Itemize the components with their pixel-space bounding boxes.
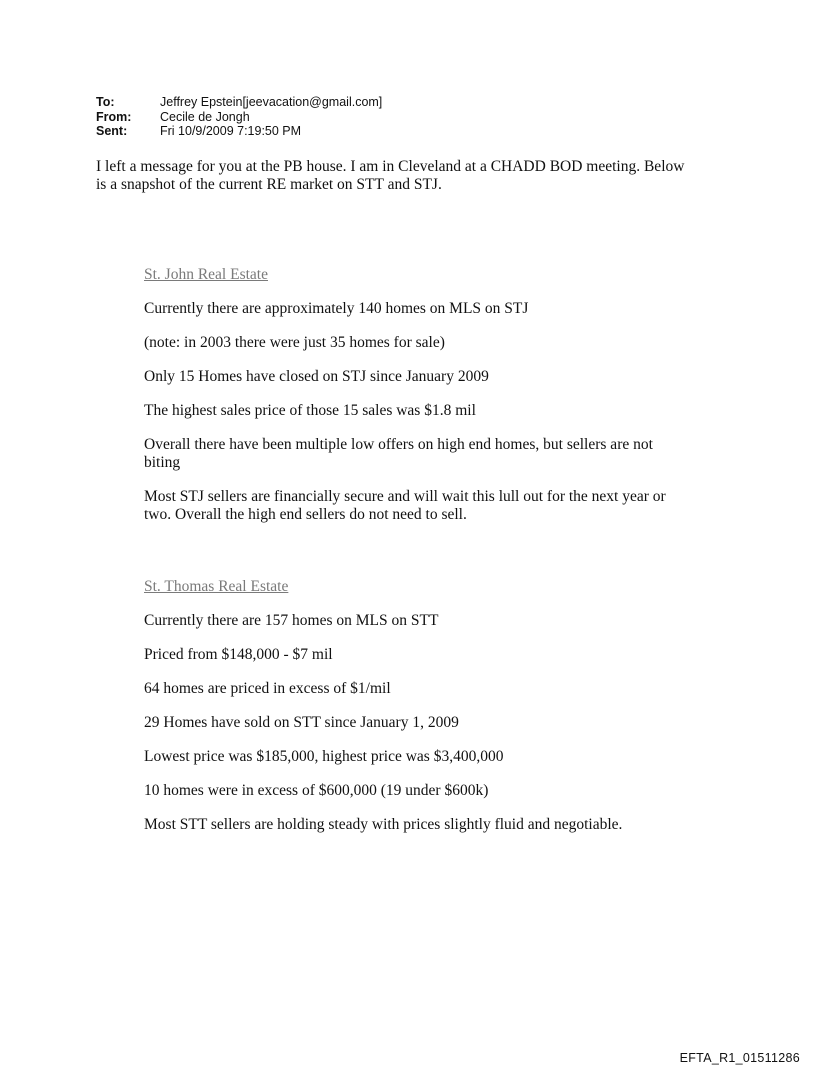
- st-thomas-section: [144, 578, 684, 850]
- section-line: 29 Homes have sold on STT since January 1, 2009: [144, 714, 459, 731]
- to-label: To:: [96, 95, 115, 109]
- section-line: (note: in 2003 there were just 35 homes for sale): [144, 334, 445, 351]
- section-line: Currently there are 157 homes on MLS on STT: [144, 612, 439, 629]
- to-row: [96, 95, 382, 110]
- section-line: Lowest price was $185,000, highest price was $3,400,000: [144, 748, 504, 765]
- section-line: Most STT sellers are holding steady with prices slightly fluid and negotiable.: [144, 816, 623, 833]
- section-line: Overall there have been multiple low offers on high end homes, but sellers are not biting: [144, 436, 653, 471]
- section-title: St. Thomas Real Estate: [144, 578, 289, 595]
- from-value: Cecile de Jongh: [160, 109, 250, 124]
- st-john-section: [144, 266, 684, 540]
- section-line: Only 15 Homes have closed on STJ since January 2009: [144, 368, 489, 385]
- intro-line: is a snapshot of the current RE market on STT and STJ.: [96, 176, 442, 193]
- section-line: 10 homes were in excess of $600,000 (19 under $600k): [144, 782, 489, 799]
- from-label: From:: [96, 109, 132, 124]
- section-line: Priced from $148,000 - $7 mil: [144, 646, 333, 663]
- sent-label: Sent:: [96, 124, 128, 138]
- email-header: [96, 95, 382, 139]
- to-value: Jeffrey Epstein[jeevacation@gmail.com]: [160, 95, 383, 109]
- intro-paragraph: [96, 158, 736, 194]
- section-line: Currently there are approximately 140 homes on MLS on STJ: [144, 300, 529, 317]
- section-title: St. John Real Estate: [144, 266, 268, 283]
- section-line: The highest sales price of those 15 sales was $1.8 mil: [144, 402, 476, 419]
- document-id: EFTA_R1_01511286: [679, 1051, 800, 1065]
- section-line: 64 homes are priced in excess of $1/mil: [144, 680, 391, 697]
- intro-line: I left a message for you at the PB house. I am in Cleveland at a CHADD BOD meeting. Below: [96, 158, 685, 175]
- sent-value: Fri 10/9/2009 7:19:50 PM: [160, 124, 302, 138]
- sent-row: [96, 124, 382, 139]
- section-line: Most STJ sellers are financially secure and will wait this lull out for the next year or two. Overall the high end sellers do not need to sell.: [144, 488, 666, 523]
- from-row: [96, 110, 382, 125]
